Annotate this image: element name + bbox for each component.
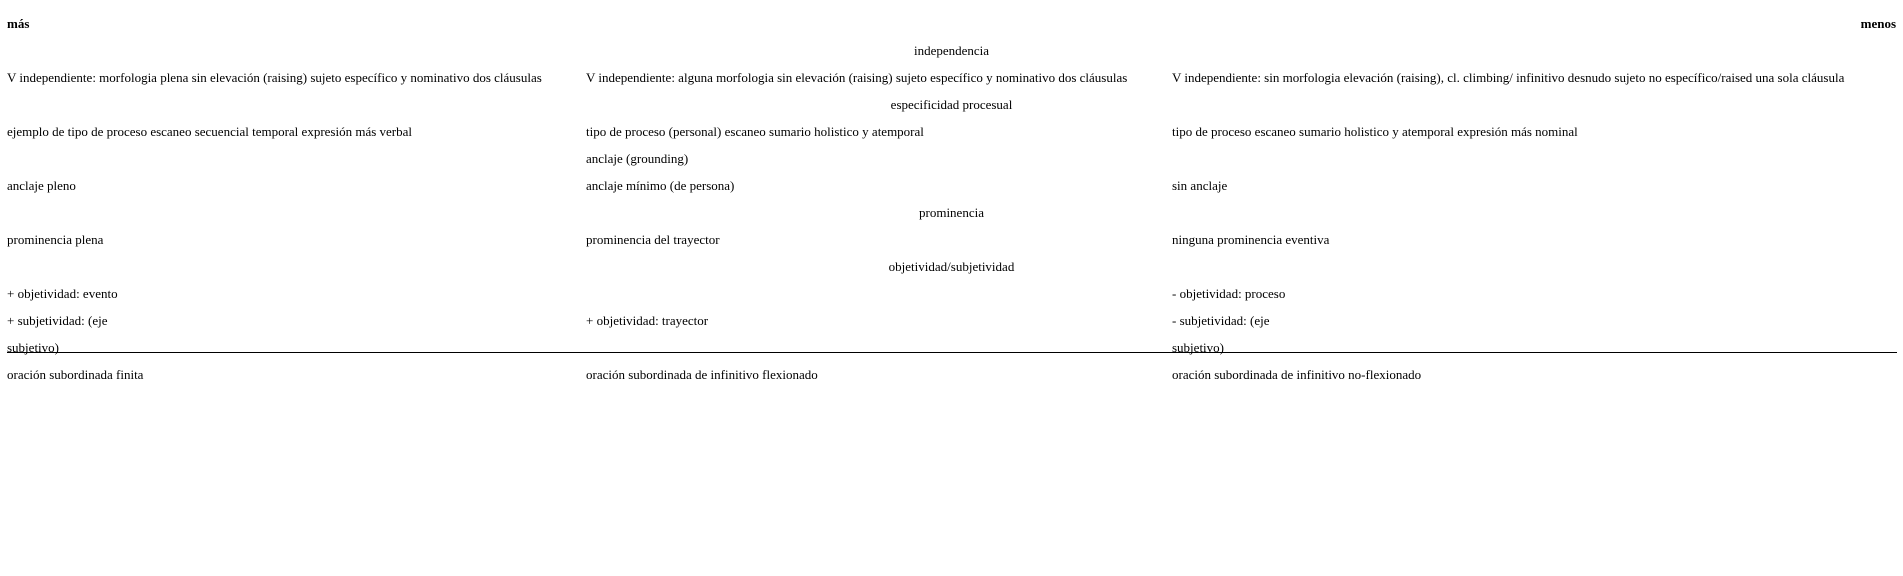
divider-rule [7, 352, 1897, 353]
table-row [0, 118, 1903, 145]
cell-col3: V independiente: sin morfologia elevación (raising), cl. climbing/ infinitivo desnudo sujeto no específico/raised una sola cláusula [1172, 70, 1845, 85]
cell-col1: prominencia plena [7, 232, 104, 247]
section-heading: independencia [913, 43, 990, 58]
section-heading-row [0, 199, 1903, 226]
section-heading: prominencia [919, 205, 984, 220]
table-row [0, 64, 1903, 91]
cell-col1: V independiente: morfologia plena sin elevación (raising) sujeto específico y nominativo dos cláusulas [7, 70, 542, 85]
cell-col1: + objetividad: evento [7, 286, 118, 301]
cell-col3: - objetividad: proceso [1172, 286, 1286, 301]
cell-col2: tipo de proceso (personal) escaneo sumario holistico y atemporal [586, 124, 924, 139]
table-row [0, 280, 1903, 307]
section-heading: objetividad/subjetividad [888, 259, 1015, 274]
section-heading: especificidad procesual [890, 97, 1013, 112]
table-row [0, 172, 1903, 199]
footer-col2: oración subordinada de infinitivo flexionado [586, 367, 818, 382]
section-heading-row [0, 253, 1903, 280]
cell-col2: anclaje mínimo (de persona) [586, 178, 735, 193]
section-heading: anclaje (grounding) [586, 151, 689, 166]
cell-col1: anclaje pleno [7, 178, 76, 193]
table-row [0, 307, 1903, 334]
footer-col1: oración subordinada finita [7, 367, 144, 382]
section-heading-row [0, 145, 1903, 172]
scale-less-label: menos [1860, 16, 1896, 31]
cell-col3: tipo de proceso escaneo sumario holistico y atemporal expresión más nominal [1172, 124, 1578, 139]
cell-col2: + objetividad: trayector [586, 313, 709, 328]
cell-col1: + subjetividad: (eje [7, 313, 108, 328]
scale-row [0, 10, 1903, 37]
cell-col2: V independiente: alguna morfologia sin elevación (raising) sujeto específico y nominativo dos cláusulas [586, 70, 1128, 85]
table-row [0, 226, 1903, 253]
cell-col3: - subjetividad: (eje [1172, 313, 1270, 328]
cell-col3: sin anclaje [1172, 178, 1228, 193]
cell-col1: ejemplo de tipo de proceso escaneo secuencial temporal expresión más verbal [7, 124, 413, 139]
cell-col1: subjetivo) [7, 340, 59, 355]
cell-col3: subjetivo) [1172, 340, 1224, 355]
table-row [0, 334, 1903, 361]
cell-col2: prominencia del trayector [586, 232, 720, 247]
footer-row [0, 361, 1903, 388]
section-heading-row [0, 37, 1903, 64]
cell-col3: ninguna prominencia eventiva [1172, 232, 1330, 247]
section-heading-row [0, 91, 1903, 118]
scale-more-label: más [7, 16, 30, 31]
footer-col3: oración subordinada de infinitivo no-flexionado [1172, 367, 1422, 382]
